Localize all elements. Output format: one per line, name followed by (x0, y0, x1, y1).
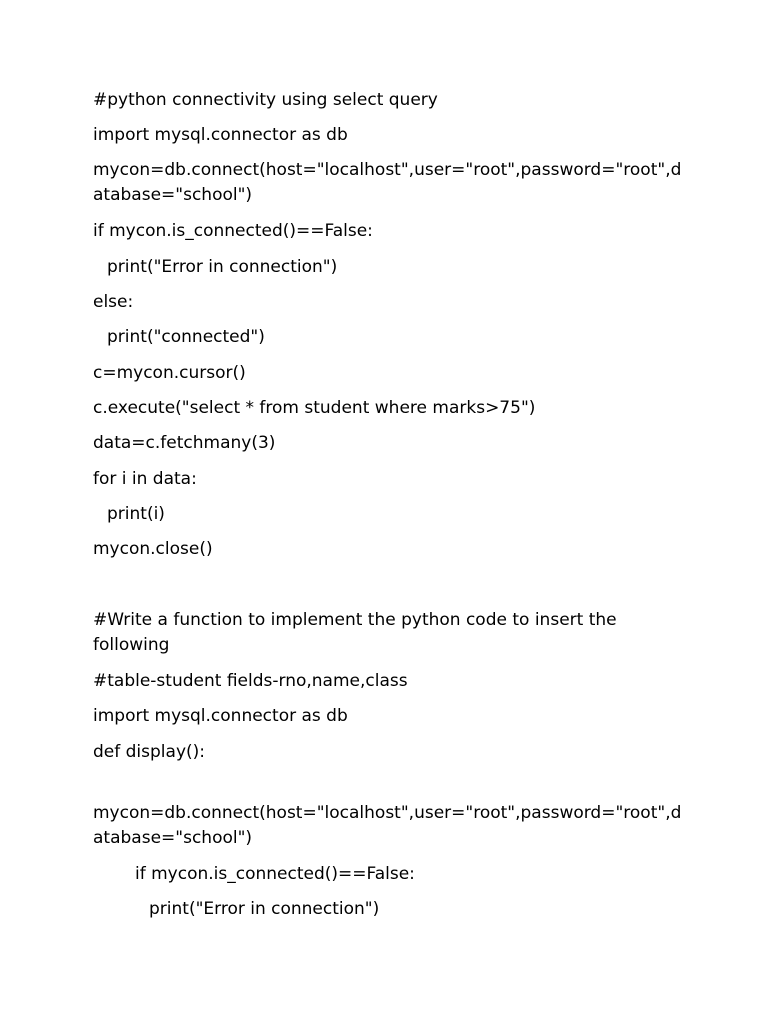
code-line: #table-student fields-rno,name,class (93, 671, 408, 691)
code-line: data=c.fetchmany(3) (93, 433, 276, 453)
code-line: mycon=db.connect(host="localhost",user="root",password="root",d (93, 803, 682, 823)
code-line: c=mycon.cursor() (93, 363, 246, 383)
code-line: following (93, 635, 170, 655)
code-line: if mycon.is_connected()==False: (135, 864, 415, 884)
code-line: print("Error in connection") (107, 257, 338, 277)
code-line: #python connectivity using select query (93, 90, 438, 110)
code-line: if mycon.is_connected()==False: (93, 221, 373, 241)
code-line: print("Error in connection") (149, 899, 380, 919)
code-line: atabase="school") (93, 828, 253, 848)
code-line: import mysql.connector as db (93, 125, 348, 145)
code-line: else: (93, 292, 134, 312)
code-line: mycon=db.connect(host="localhost",user="root",password="root",d (93, 160, 682, 180)
code-line: print("connected") (107, 327, 265, 347)
code-line: c.execute("select * from student where marks>75") (93, 398, 536, 418)
code-line: atabase="school") (93, 185, 253, 205)
code-line: def display(): (93, 742, 205, 762)
code-line: mycon.close() (93, 539, 213, 559)
code-line: print(i) (107, 504, 165, 524)
code-line: for i in data: (93, 469, 197, 489)
code-line: import mysql.connector as db (93, 706, 348, 726)
code-line: #Write a function to implement the python code to insert the (93, 610, 617, 630)
